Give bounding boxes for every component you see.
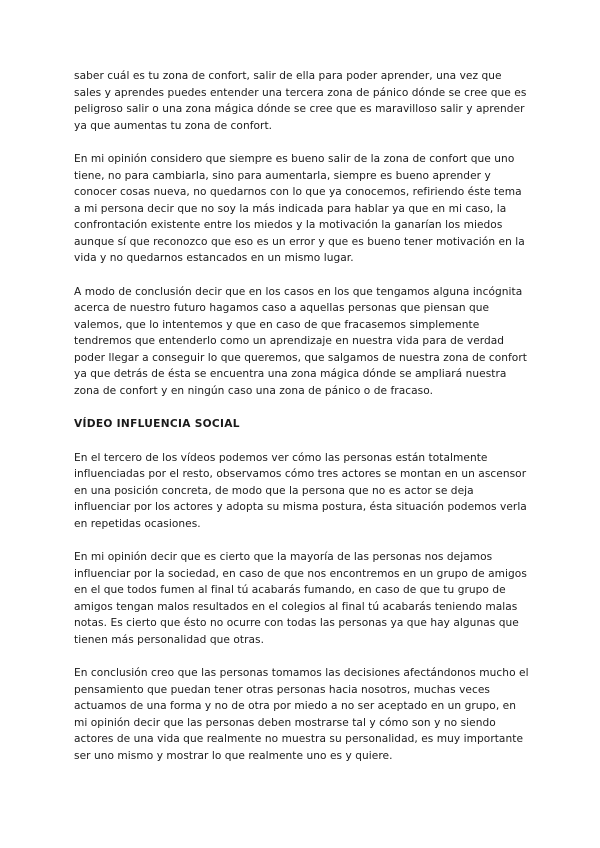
- paragraph-comfort-zone-opinion: En mi opinión considero que siempre es bueno salir de la zona de confort que uno tiene, no para cambiarla, sino para aumentarla, siempre es bueno aprender y conocer cosas nueva, no quedarnos con lo que ya conocemos, refiriendo éste tema a mi persona decir que no soy la más indicada para hablar ya que en mi caso, la confrontación existente entre los miedos y la motivación la ganarían los miedos aunque sí que reconozco que eso es un error y que es bueno tener motivación en la vida y no quedarnos estancados en un mismo lugar.: [74, 153, 525, 264]
- paragraph-comfort-zone-intro: saber cuál es tu zona de confort, salir de ella para poder aprender, una vez que sales y aprendes puedes entender una tercera zona de pánico dónde se cree que es peligroso salir o una zona mágica dónde se cree que es maravilloso salir y aprender ya que aumentas tu zona de confort.: [74, 70, 527, 132]
- paragraph-social-influence-conclusion: En conclusión creo que las personas tomamos las decisiones afectándonos mucho el pensamiento que puedan tener otras personas hacia nosotros, muchas veces actuamos de una forma y no de otra por miedo a no ser aceptado en un grupo, en mi opinión decir que las personas deben mostrarse tal y cómo son y no siendo actores de una vida que realmente no muestra su personalidad, es muy importante ser uno mismo y mostrar lo que realmente uno es y quiere.: [74, 667, 529, 762]
- document-page: [74, 68, 529, 781]
- paragraph-social-influence-summary: En el tercero de los vídeos podemos ver cómo las personas están totalmente influenciadas por el resto, observamos cómo tres actores se montan en un ascensor en una posición concreta, de modo que la persona que no es actor se deja influenciar por los actores y adopta su misma postura, ésta situación podemos verla en repetidas ocasiones.: [74, 451, 527, 530]
- section-heading-social-influence: VÍDEO INFLUENCIA SOCIAL: [74, 418, 240, 430]
- paragraph-social-influence-opinion: En mi opinión decir que es cierto que la mayoría de las personas nos dejamos influenciar por la sociedad, en caso de que nos encontremos en un grupo de amigos en el que todos fumen al final tú acabarás fumando, en caso de que tu grupo de amigos tengan malos resultados en el colegios al final tú acabarás teniendo malas notas. Es cierto que ésto no ocurre con todas las personas ya que hay algunas que tienen más personalidad que otras.: [74, 551, 527, 646]
- paragraph-comfort-zone-conclusion: A modo de conclusión decir que en los casos en los que tengamos alguna incógnita acerca de nuestro futuro hagamos caso a aquellas personas que piensan que valemos, que lo intentemos y que en caso de que fracasemos simplemente tendremos que entenderlo como un aprendizaje en nuestra vida para de verdad poder llegar a conseguir lo que queremos, que salgamos de nuestra zona de confort ya que detrás de ésta se encuentra una zona mágica dónde se ampliará nuestra zona de confort y en ningún caso una zona de pánico o de fracaso.: [74, 285, 527, 397]
